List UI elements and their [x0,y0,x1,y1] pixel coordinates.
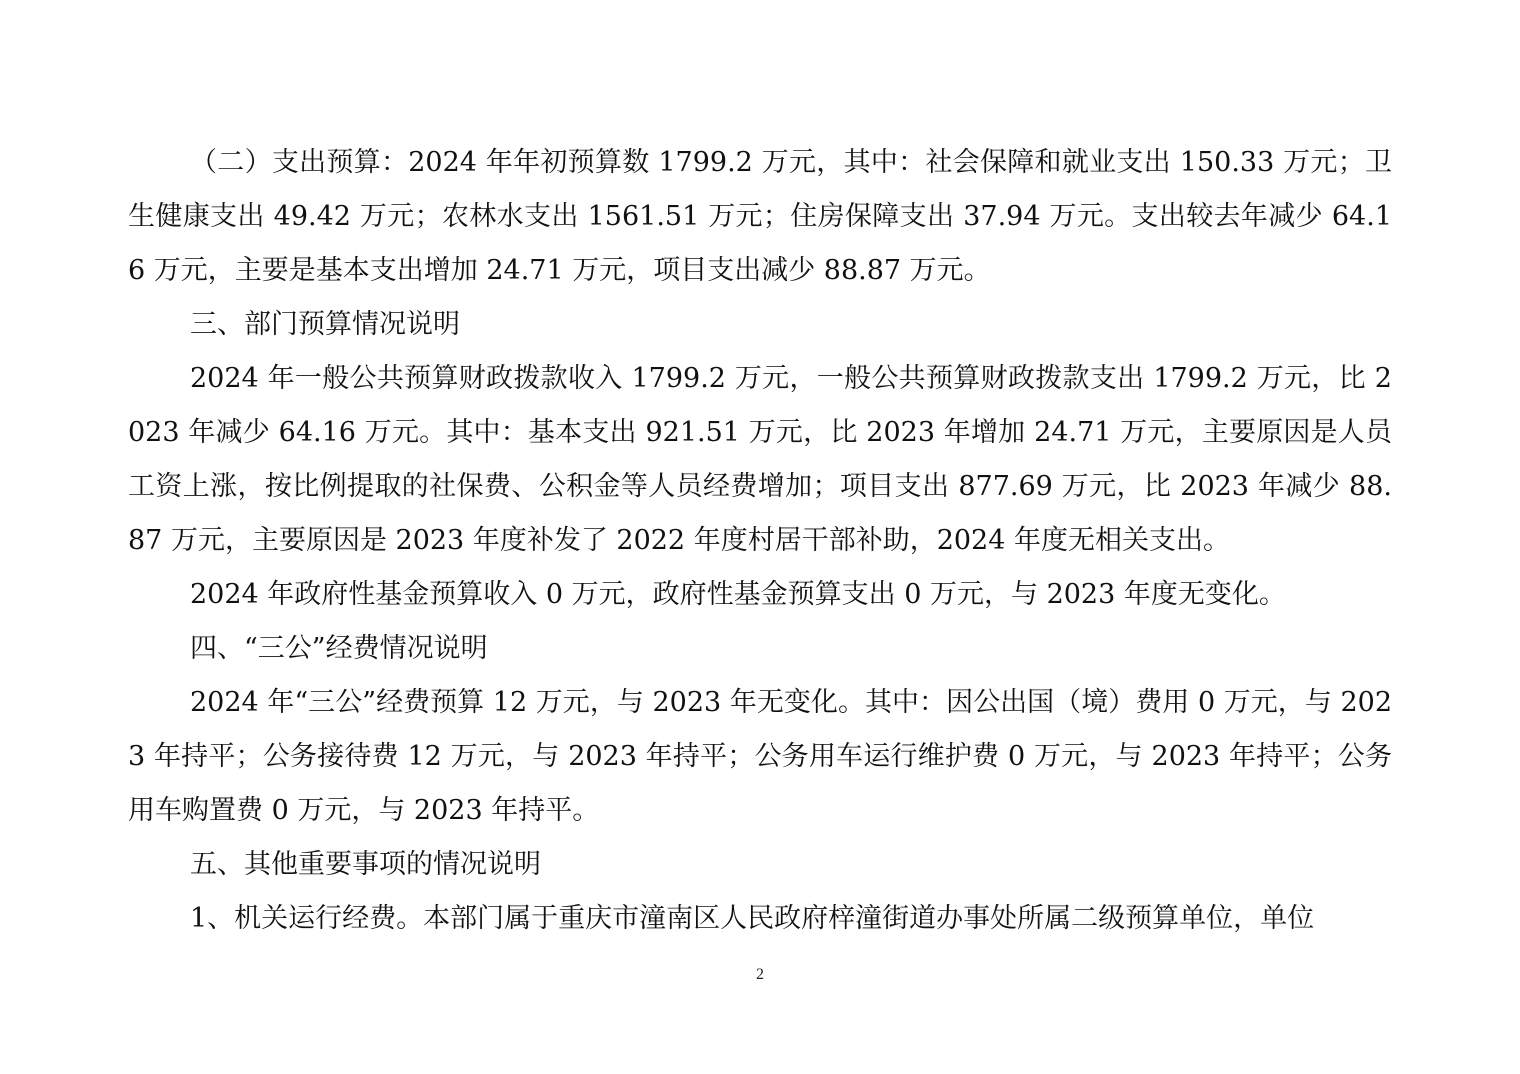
paragraph-general-public-budget: 2024 年一般公共预算财政拨款收入 1799.2 万元，一般公共预算财政拨款支出 1799.2 万元，比 2023 年减少 64.16 万元。其中：基本支出 921.51 万元，比 2023 年增加 24.71 万元，主要原因是人员工资上涨，按比例提取的社保费、公积金等人员经费增加；项目支出 877.69 万元，比 2023 年减少 88.87 万元，主要原因是 2023 年度补发了 2022 年度村居干部补助，2024 年度无相关支出。 [128,363,1392,556]
section-heading-three-public-expenses: 四、“三公”经费情况说明 [190,633,488,664]
paragraph-expenditure-budget: （二）支出预算：2024 年年初预算数 1799.2 万元，其中：社会保障和就业支出 150.33 万元；卫生健康支出 49.42 万元；农林水支出 1561.51 万元；住房保障支出 37.94 万元。支出较去年减少 64.16 万元，主要是基本支出增加 24.71 万元，项目支出减少 88.87 万元。 [128,147,1392,286]
section-heading-department-budget: 三、部门预算情况说明 [190,309,460,340]
paragraph-operating-expenses: 1、机关运行经费。本部门属于重庆市潼南区人民政府梓潼街道办事处所属二级预算单位，单位 [190,903,1315,934]
page-number: 2 [756,966,764,983]
document-body [128,136,1392,946]
section-heading-other-matters: 五、其他重要事项的情况说明 [190,849,541,880]
paragraph-government-fund-budget: 2024 年政府性基金预算收入 0 万元，政府性基金预算支出 0 万元，与 2023 年度无变化。 [190,579,1286,610]
paragraph-three-public-expenses: 2024 年“三公”经费预算 12 万元，与 2023 年无变化。其中：因公出国（境）费用 0 万元，与 2023 年持平；公务接待费 12 万元，与 2023 年持平；公务用车运行维护费 0 万元，与 2023 年持平；公务用车购置费 0 万元，与 2023 年持平。 [128,687,1392,826]
